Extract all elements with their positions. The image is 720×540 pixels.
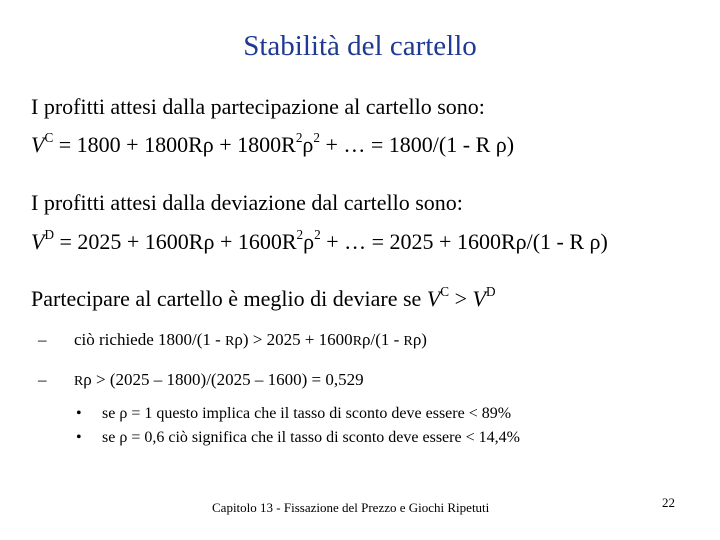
exponent: 2 bbox=[314, 227, 321, 243]
bullet-text: se ρ = 0,6 ciò significa che il tasso di sconto deve essere < 14,4% bbox=[102, 429, 520, 446]
bullet-item bbox=[76, 405, 511, 423]
superscript-d: D bbox=[485, 284, 496, 300]
equation-part: + … = 2025 + 1600Rρ/(1 - R ρ) bbox=[320, 229, 608, 254]
exponent: 2 bbox=[313, 130, 320, 146]
paragraph-deviation-profits: I profitti attesi dalla deviazione dal cartello sono: bbox=[31, 190, 463, 215]
equation-symbol-v: V bbox=[31, 132, 45, 157]
slide-footer: Capitolo 13 - Fissazione del Prezzo e Giochi Ripetuti bbox=[212, 500, 490, 515]
dash-marker: – bbox=[38, 330, 47, 349]
symbol-r: R bbox=[74, 374, 84, 389]
sub-item-text: ρ) > 2025 + 1600 bbox=[234, 330, 353, 349]
equation-deviation-value bbox=[31, 229, 608, 255]
sub-item-text: ciò richiede 1800/(1 - bbox=[74, 330, 226, 349]
sub-item-text: ρ) bbox=[412, 330, 427, 349]
bullet-marker: • bbox=[76, 429, 82, 446]
sub-item-text: ρ > (2025 – 1800)/(2025 – 1600) = 0,529 bbox=[83, 370, 364, 389]
equation-part: = 1800 + 1800Rρ + 1800R bbox=[53, 132, 296, 157]
equation-collusion-value bbox=[31, 132, 514, 158]
bullet-item bbox=[76, 429, 520, 447]
symbol-r: R bbox=[403, 334, 413, 349]
condition-text: Partecipare al cartello è meglio di deviare se bbox=[31, 286, 427, 311]
slide-title: Stabilità del cartello bbox=[243, 30, 477, 62]
symbol-r: R bbox=[352, 334, 362, 349]
equation-part: ρ bbox=[302, 132, 314, 157]
paragraph-condition bbox=[31, 286, 495, 312]
sub-item-requirement bbox=[38, 330, 427, 350]
bullet-marker: • bbox=[76, 405, 82, 422]
superscript-c: C bbox=[44, 130, 54, 146]
sub-item-text: ρ/(1 - bbox=[361, 330, 404, 349]
superscript-d: D bbox=[44, 227, 54, 243]
sub-item-threshold bbox=[38, 370, 364, 390]
equation-part: ρ bbox=[303, 229, 315, 254]
page-number: 22 bbox=[662, 495, 675, 510]
superscript-c: C bbox=[440, 284, 450, 300]
greater-than: > bbox=[449, 286, 473, 311]
exponent: 2 bbox=[296, 227, 304, 243]
equation-symbol-v: V bbox=[472, 286, 486, 311]
equation-part: = 2025 + 1600Rρ + 1600R bbox=[53, 229, 297, 254]
symbol-r: R bbox=[225, 334, 235, 349]
equation-symbol-v: V bbox=[426, 286, 441, 311]
exponent: 2 bbox=[295, 130, 303, 146]
paragraph-collusion-profits: I profitti attesi dalla partecipazione al cartello sono: bbox=[31, 94, 485, 119]
equation-part: + … = 1800/(1 - R ρ) bbox=[319, 132, 515, 157]
dash-marker: – bbox=[38, 370, 47, 389]
equation-symbol-v: V bbox=[31, 229, 45, 254]
bullet-text: se ρ = 1 questo implica che il tasso di sconto deve essere < 89% bbox=[102, 405, 512, 422]
